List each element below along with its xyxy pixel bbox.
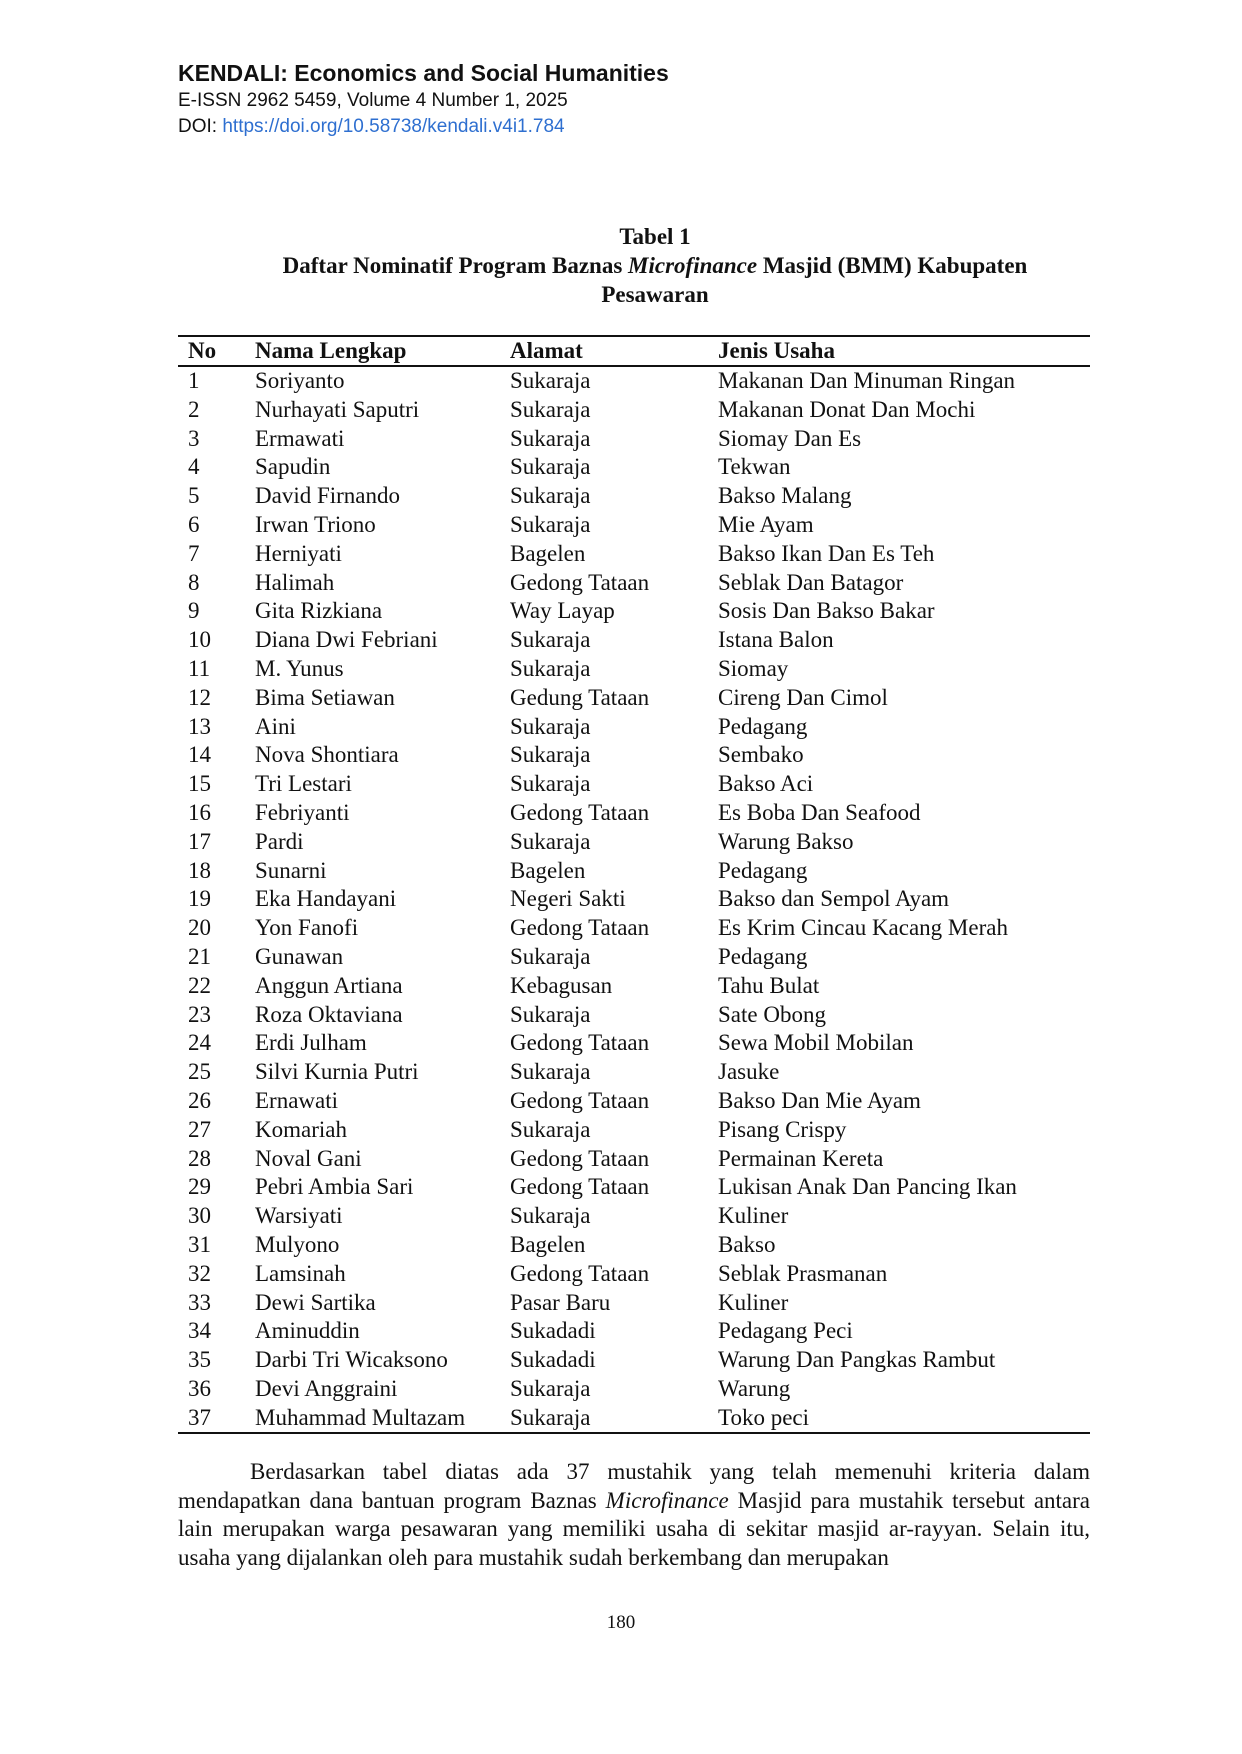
cell-nama-lengkap: Febriyanti (255, 799, 350, 825)
table-head (178, 336, 1090, 366)
cell-jenis-usaha: Sate Obong (718, 1001, 826, 1027)
cell-jenis-usaha: Siomay Dan Es (718, 425, 862, 451)
cell-jenis-usaha: Sewa Mobil Mobilan (718, 1030, 914, 1056)
cell-jenis-usaha: Warung (718, 1375, 791, 1401)
cell-nama-lengkap: Gita Rizkiana (255, 598, 383, 624)
cell-jenis-usaha: Bakso Dan Mie Ayam (718, 1087, 921, 1113)
cell-jenis-usaha: Es Krim Cincau Kacang Merah (718, 915, 1008, 941)
cell-jenis-usaha: Istana Balon (718, 627, 834, 653)
doi-line (178, 114, 669, 140)
table-title-italic: Microfinance (628, 253, 758, 278)
table-row (178, 1145, 1090, 1174)
table-row (178, 626, 1090, 655)
table-row (178, 972, 1090, 1001)
table-row (178, 1001, 1090, 1030)
cell-jenis-usaha: Bakso dan Sempol Ayam (718, 886, 950, 912)
cell-no: 2 (188, 396, 200, 422)
cell-alamat: Pasar Baru (510, 1289, 611, 1315)
cell-nama-lengkap: Gunawan (255, 943, 344, 969)
cell-nama-lengkap: Noval Gani (255, 1145, 362, 1171)
cell-no: 5 (188, 483, 200, 509)
table-row (178, 828, 1090, 857)
cell-jenis-usaha: Warung Bakso (718, 828, 854, 854)
cell-no: 10 (188, 627, 211, 653)
table-row (178, 1058, 1090, 1087)
cell-no: 18 (188, 857, 211, 883)
cell-alamat: Bagelen (510, 1231, 586, 1257)
cell-no: 1 (188, 368, 200, 393)
cell-alamat: Gedong Tataan (510, 569, 650, 595)
cell-jenis-usaha: Bakso Ikan Dan Es Teh (718, 540, 935, 566)
cell-nama-lengkap: Anggun Artiana (255, 972, 403, 998)
table-row (178, 425, 1090, 454)
cell-nama-lengkap: Pebri Ambia Sari (255, 1174, 414, 1200)
table-row (178, 914, 1090, 943)
cell-nama-lengkap: Bima Setiawan (255, 684, 395, 710)
cell-alamat: Sukaraja (510, 368, 591, 393)
cell-jenis-usaha: Siomay (718, 655, 789, 681)
cell-no: 25 (188, 1059, 211, 1085)
cell-jenis-usaha: Kuliner (718, 1203, 789, 1229)
table-row (178, 770, 1090, 799)
cell-jenis-usaha: Cireng Dan Cimol (718, 684, 888, 710)
table-title-post: Masjid (BMM) Kabupaten (757, 253, 1028, 278)
table-row (178, 453, 1090, 482)
cell-nama-lengkap: Muhammad Multazam (255, 1404, 510, 1434)
table-row (178, 857, 1090, 886)
header-jenis-usaha: Jenis Usaha (718, 336, 1090, 366)
table-row (178, 1289, 1090, 1318)
cell-alamat: Sukaraja (510, 828, 591, 854)
cell-no: 8 (188, 569, 200, 595)
cell-jenis-usaha: Sosis Dan Bakso Bakar (718, 598, 935, 624)
cell-alamat: Sukaraja (510, 1404, 718, 1434)
cell-alamat: Gedong Tataan (510, 1030, 650, 1056)
cell-no: 4 (188, 454, 200, 480)
paragraph-post: Masjid para mustahik tersebut antara lain merupakan warga pesawaran yang memiliki usaha di sekitar masjid ar-rayyan. Selain itu, usaha yang dijalankan oleh para mustahik sudah berkembang dan merupakan (178, 1487, 1090, 1570)
nominatif-table (178, 335, 1090, 1434)
cell-alamat: Sukaraja (510, 425, 591, 451)
cell-nama-lengkap: Sapudin (255, 454, 331, 480)
cell-nama-lengkap: Dewi Sartika (255, 1289, 376, 1315)
cell-jenis-usaha: Sembako (718, 742, 804, 768)
cell-jenis-usaha: Pedagang (718, 943, 808, 969)
table-row (178, 1087, 1090, 1116)
cell-no: 26 (188, 1087, 211, 1113)
cell-no: 22 (188, 972, 211, 998)
cell-nama-lengkap: Irwan Triono (255, 511, 376, 537)
cell-alamat: Sukaraja (510, 943, 591, 969)
cell-nama-lengkap: Aini (255, 713, 296, 739)
cell-alamat: Sukaraja (510, 1203, 591, 1229)
cell-alamat: Sukaraja (510, 1059, 591, 1085)
table-row (178, 511, 1090, 540)
cell-jenis-usaha: Pisang Crispy (718, 1116, 847, 1142)
cell-jenis-usaha: Jasuke (718, 1059, 780, 1085)
cell-jenis-usaha: Makanan Donat Dan Mochi (718, 396, 976, 422)
cell-nama-lengkap: Nurhayati Saputri (255, 396, 420, 422)
doi-label: DOI: (178, 116, 223, 137)
cell-nama-lengkap: Ermawati (255, 425, 345, 451)
cell-no: 28 (188, 1145, 211, 1171)
cell-no: 13 (188, 713, 211, 739)
table-row (178, 655, 1090, 684)
table-row (178, 1404, 1090, 1434)
cell-no: 14 (188, 742, 211, 768)
cell-no: 9 (188, 598, 200, 624)
table-header-row (178, 336, 1090, 366)
cell-jenis-usaha: Bakso Aci (718, 771, 814, 797)
cell-alamat: Sukaraja (510, 1375, 591, 1401)
body-paragraph (178, 1458, 1090, 1572)
paragraph-text (178, 1458, 1090, 1572)
cell-alamat: Gedong Tataan (510, 1145, 650, 1171)
cell-alamat: Negeri Sakti (510, 886, 626, 912)
cell-jenis-usaha: Bakso Malang (718, 483, 852, 509)
doi-link[interactable]: https://doi.org/10.58738/kendali.v4i1.784 (222, 116, 565, 137)
header-alamat: Alamat (510, 336, 718, 366)
cell-nama-lengkap: Erdi Julham (255, 1030, 367, 1056)
cell-no: 29 (188, 1174, 211, 1200)
table-row (178, 540, 1090, 569)
cell-no: 35 (188, 1347, 211, 1373)
paragraph-pre: Berdasarkan tabel diatas ada 37 mustahik yang telah memenuhi kriteria dalam mendapatkan dana bantuan program Baznas (178, 1459, 1090, 1513)
table-row (178, 1260, 1090, 1289)
cell-alamat: Sukaraja (510, 483, 591, 509)
table-row (178, 1116, 1090, 1145)
cell-alamat: Bagelen (510, 857, 586, 883)
table-row (178, 713, 1090, 742)
cell-no: 33 (188, 1289, 211, 1315)
table-title (178, 251, 1132, 280)
cell-nama-lengkap: Darbi Tri Wicaksono (255, 1347, 448, 1373)
cell-no: 17 (188, 828, 211, 854)
cell-jenis-usaha: Pedagang (718, 857, 808, 883)
cell-alamat: Sukaraja (510, 396, 591, 422)
cell-jenis-usaha: Lukisan Anak Dan Pancing Ikan (718, 1174, 1017, 1200)
cell-no: 37 (178, 1404, 255, 1434)
cell-alamat: Sukaraja (510, 713, 591, 739)
header-no: No (178, 336, 255, 366)
cell-alamat: Sukaraja (510, 627, 591, 653)
cell-nama-lengkap: Soriyanto (255, 368, 345, 393)
cell-alamat: Sukaraja (510, 1001, 591, 1027)
cell-nama-lengkap: Pardi (255, 828, 304, 854)
cell-alamat: Gedong Tataan (510, 1260, 650, 1286)
table-row (178, 1029, 1090, 1058)
table-row (178, 366, 1090, 396)
table-title-pre: Daftar Nominatif Program Baznas (282, 253, 629, 278)
cell-nama-lengkap: Sunarni (255, 857, 327, 883)
cell-nama-lengkap: Yon Fanofi (255, 915, 359, 941)
table-body (178, 366, 1090, 1433)
cell-no: 12 (188, 684, 211, 710)
cell-alamat: Way Layap (510, 598, 615, 624)
cell-jenis-usaha: Seblak Prasmanan (718, 1260, 888, 1286)
table-row (178, 569, 1090, 598)
cell-jenis-usaha: Pedagang (718, 713, 808, 739)
table-label: Tabel 1 (619, 224, 691, 249)
table-row (178, 741, 1090, 770)
cell-jenis-usaha: Tekwan (718, 454, 791, 480)
cell-jenis-usaha: Tahu Bulat (718, 972, 820, 998)
cell-no: 15 (188, 771, 211, 797)
cell-alamat: Sukadadi (510, 1318, 596, 1344)
cell-no: 34 (188, 1318, 211, 1344)
cell-no: 36 (188, 1375, 211, 1401)
journal-title: KENDALI: Economics and Social Humanities (178, 60, 669, 86)
cell-nama-lengkap: Roza Oktaviana (255, 1001, 403, 1027)
cell-no: 27 (188, 1116, 211, 1142)
cell-alamat: Gedong Tataan (510, 799, 650, 825)
table-row (178, 1231, 1090, 1260)
cell-nama-lengkap: Warsiyati (255, 1203, 343, 1229)
cell-nama-lengkap: Mulyono (255, 1231, 340, 1257)
table-row (178, 396, 1090, 425)
cell-alamat: Gedung Tataan (510, 684, 650, 710)
page-number: 180 (606, 1612, 636, 1633)
table-row (178, 1202, 1090, 1231)
cell-nama-lengkap: Aminuddin (255, 1318, 360, 1344)
cell-no: 30 (188, 1203, 211, 1229)
cell-no: 16 (188, 799, 211, 825)
cell-no: 6 (188, 511, 200, 537)
table-row (178, 1317, 1090, 1346)
cell-nama-lengkap: Ernawati (255, 1087, 339, 1113)
paragraph-italic: Microfinance (605, 1487, 729, 1513)
cell-jenis-usaha: Bakso (718, 1231, 776, 1257)
issn-line: E-ISSN 2962 5459, Volume 4 Number 1, 2025 (178, 90, 568, 111)
cell-alamat: Sukaraja (510, 454, 591, 480)
cell-alamat: Sukaraja (510, 655, 591, 681)
table-title-line3: Pesawaran (601, 282, 709, 307)
table-row (178, 799, 1090, 828)
cell-alamat: Bagelen (510, 540, 586, 566)
cell-alamat: Sukaraja (510, 742, 591, 768)
cell-nama-lengkap: Tri Lestari (255, 771, 352, 797)
table-row (178, 482, 1090, 511)
cell-nama-lengkap: David Firnando (255, 483, 401, 509)
cell-nama-lengkap: Halimah (255, 569, 335, 595)
cell-jenis-usaha: Es Boba Dan Seafood (718, 799, 921, 825)
table-row (178, 885, 1090, 914)
cell-nama-lengkap: Eka Handayani (255, 886, 397, 912)
cell-jenis-usaha: Pedagang Peci (718, 1318, 853, 1344)
cell-no: 24 (188, 1030, 211, 1056)
cell-nama-lengkap: Silvi Kurnia Putri (255, 1059, 419, 1085)
cell-jenis-usaha: Kuliner (718, 1289, 789, 1315)
cell-no: 11 (188, 655, 211, 681)
cell-jenis-usaha: Makanan Dan Minuman Ringan (718, 368, 1016, 393)
cell-no: 20 (188, 915, 211, 941)
table-row (178, 943, 1090, 972)
cell-no: 32 (188, 1260, 211, 1286)
cell-no: 3 (188, 425, 200, 451)
cell-jenis-usaha: Permainan Kereta (718, 1145, 884, 1171)
cell-nama-lengkap: Komariah (255, 1116, 347, 1142)
cell-alamat: Sukadadi (510, 1347, 596, 1373)
cell-jenis-usaha: Seblak Dan Batagor (718, 569, 904, 595)
table-row (178, 1346, 1090, 1375)
cell-nama-lengkap: Devi Anggraini (255, 1375, 398, 1401)
cell-no: 21 (188, 943, 211, 969)
cell-jenis-usaha: Mie Ayam (718, 511, 814, 537)
cell-nama-lengkap: M. Yunus (255, 655, 344, 681)
table-row (178, 1375, 1090, 1404)
cell-no: 23 (188, 1001, 211, 1027)
cell-no: 7 (188, 540, 200, 566)
cell-alamat: Sukaraja (510, 511, 591, 537)
cell-nama-lengkap: Lamsinah (255, 1260, 346, 1286)
header-nama-lengkap: Nama Lengkap (255, 336, 510, 366)
cell-alamat: Sukaraja (510, 1116, 591, 1142)
cell-alamat: Gedong Tataan (510, 1087, 650, 1113)
cell-no: 31 (188, 1231, 211, 1257)
cell-alamat: Gedong Tataan (510, 1174, 650, 1200)
table-row (178, 1173, 1090, 1202)
table-row (178, 597, 1090, 626)
table-row (178, 684, 1090, 713)
cell-alamat: Sukaraja (510, 771, 591, 797)
cell-nama-lengkap: Diana Dwi Febriani (255, 627, 438, 653)
cell-alamat: Gedong Tataan (510, 915, 650, 941)
cell-jenis-usaha: Toko peci (718, 1404, 1090, 1434)
cell-nama-lengkap: Nova Shontiara (255, 742, 399, 768)
cell-jenis-usaha: Warung Dan Pangkas Rambut (718, 1347, 996, 1373)
cell-nama-lengkap: Herniyati (255, 540, 342, 566)
table-caption (178, 222, 1132, 309)
cell-alamat: Kebagusan (510, 972, 613, 998)
page-header (178, 58, 669, 140)
cell-no: 19 (188, 886, 211, 912)
